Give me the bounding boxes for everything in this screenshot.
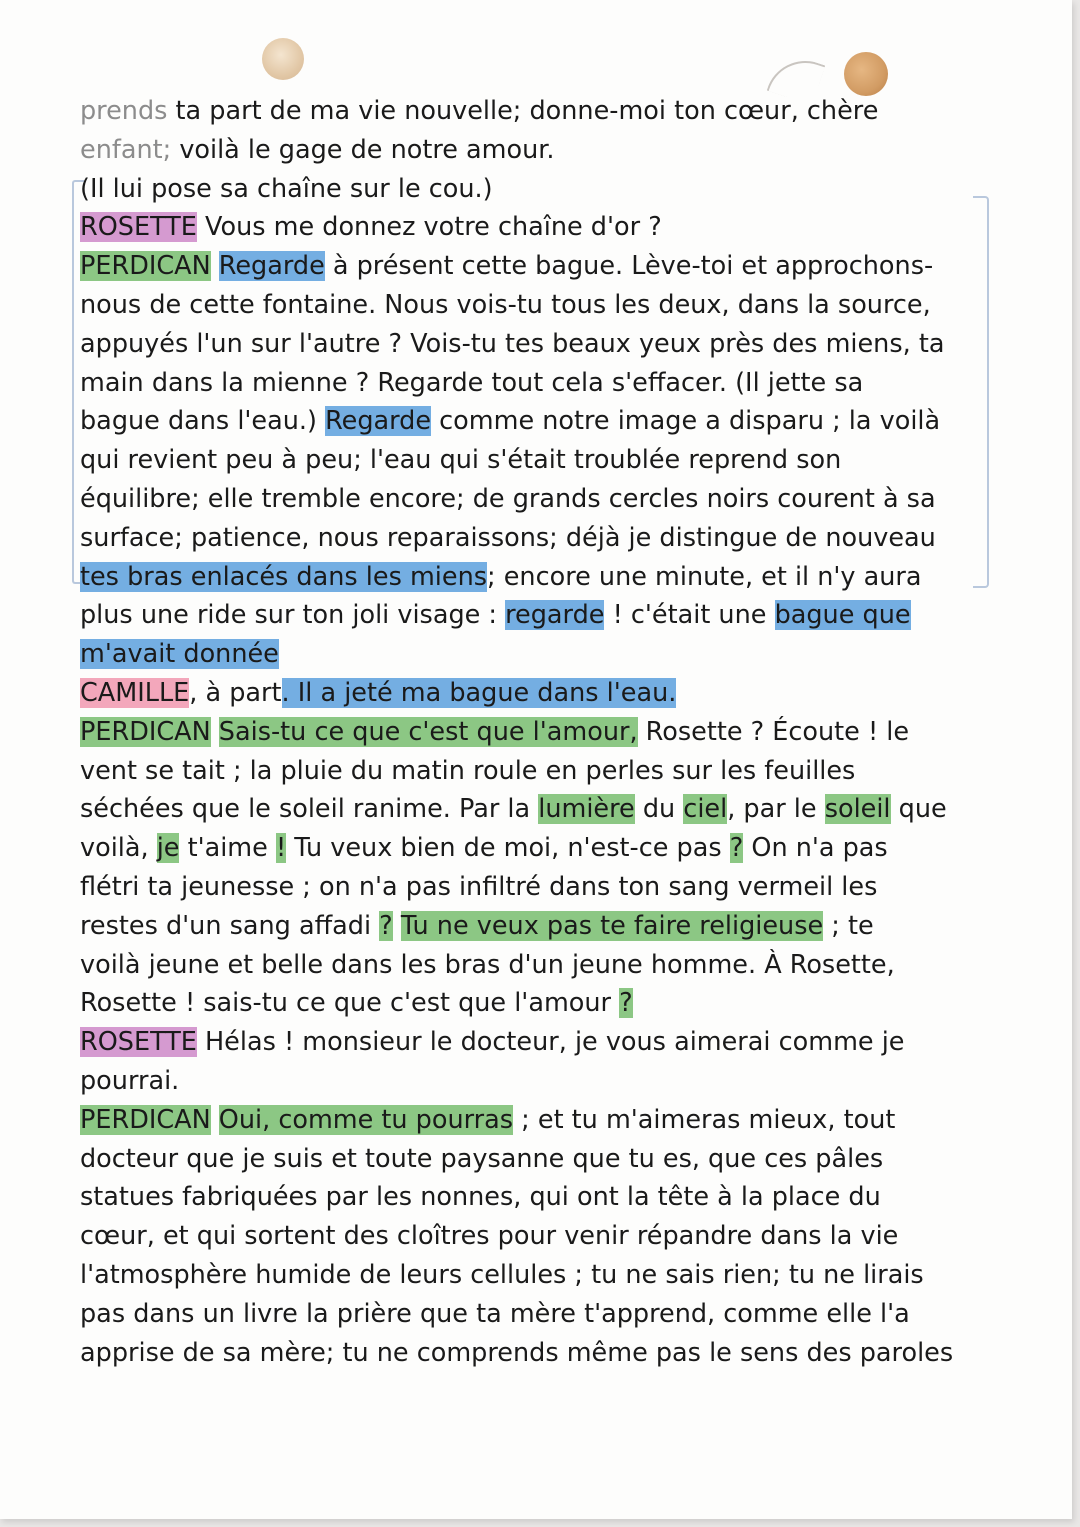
text-segment: cœur, et qui sortent des cloîtres pour venir répandre dans la vie (80, 1221, 899, 1252)
text-segment: Rosette ! sais-tu ce que c'est que l'amour (80, 988, 620, 1019)
text-segment: bague dans l'eau.) (80, 406, 326, 437)
speaker-label: PERDICAN (80, 716, 211, 747)
text-line (80, 558, 980, 597)
text-segment (393, 911, 401, 941)
text-segment: équilibre; elle tremble encore; de grands cercles noirs courent à sa (80, 483, 936, 514)
text-line (80, 131, 980, 170)
text-line (80, 946, 980, 985)
text-segment: , à part (189, 677, 282, 708)
highlighted-text: bague que (774, 600, 911, 631)
speaker-label: ROSETTE (80, 1027, 197, 1058)
text-line (80, 1334, 980, 1373)
highlighted-text: soleil (824, 794, 891, 825)
text-segment: l'atmosphère humide de leurs cellules ; tu ne sais rien; tu ne lirais (80, 1259, 924, 1290)
text-segment: ! c'était une (604, 600, 775, 631)
highlighted-text: ! (275, 833, 287, 864)
text-line (80, 713, 980, 752)
text-segment: statues fabriquées par les nonnes, qui ont la tête à la place du (80, 1182, 881, 1213)
text-segment: flétri ta jeunesse ; on n'a pas infiltré dans ton sang vermeil les (80, 871, 878, 902)
text-line (80, 1256, 980, 1295)
text-segment: Rosette ? Écoute ! le (637, 716, 910, 747)
text-segment: docteur que je suis et toute paysanne que tu es, que ces pâles (80, 1143, 884, 1174)
text-line (80, 868, 980, 907)
text-line (80, 519, 980, 558)
punched-hole (844, 52, 888, 96)
text-line (80, 170, 980, 209)
text-line (80, 907, 980, 946)
text-segment: pas dans un livre la prière que ta mère t'apprend, comme elle l'a (80, 1298, 910, 1329)
text-segment: comme notre image a disparu ; la voilà (431, 406, 941, 437)
play-excerpt-text (80, 92, 980, 1372)
text-segment: Hélas ! monsieur le docteur, je vous aimerai comme je (196, 1027, 905, 1058)
highlighted-text: Regarde (218, 251, 325, 282)
text-segment: prends (80, 96, 168, 126)
punched-hole (262, 38, 304, 80)
text-segment: ; encore une minute, et il n'y aura (487, 561, 922, 592)
text-segment: voilà jeune et belle dans les bras d'un jeune homme. À Rosette, (80, 949, 895, 980)
text-segment: appuyés l'un sur l'autre ? Vois-tu tes beaux yeux près des miens, ta (80, 328, 945, 359)
highlighted-text: ? (729, 833, 744, 864)
highlighted-text: lumière (538, 794, 635, 825)
text-segment: que (890, 794, 947, 825)
highlighted-text: ? (619, 988, 633, 1019)
text-segment: du (634, 794, 684, 825)
highlighted-text: ? (379, 910, 393, 941)
speaker-label: PERDICAN (80, 1104, 211, 1135)
highlighted-text: . Il a jeté ma bague dans l'eau. (281, 677, 677, 708)
highlighted-text: ciel (683, 794, 728, 825)
text-segment: restes d'un sang affadi (80, 910, 380, 941)
text-line (80, 441, 980, 480)
text-segment: nous de cette fontaine. Nous vois-tu tous les deux, dans la source, (80, 289, 931, 320)
text-line (80, 752, 980, 791)
text-segment: pourrai. (80, 1065, 180, 1096)
highlighted-text: Oui, comme tu pourras (218, 1104, 514, 1135)
text-line (80, 480, 980, 519)
speaker-label: CAMILLE (80, 677, 190, 708)
text-segment: On n'a pas (743, 833, 888, 864)
text-segment: voilà, (80, 833, 157, 864)
text-line (80, 635, 980, 674)
text-segment: ; te (823, 910, 874, 941)
text-segment: Tu veux bien de moi, n'est-ce pas (286, 833, 730, 864)
speaker-label: ROSETTE (80, 212, 197, 243)
text-segment: ; et tu m'aimeras mieux, tout (513, 1104, 896, 1135)
highlighted-text: Sais-tu ce que c'est que l'amour, (218, 716, 638, 747)
text-line (80, 790, 980, 829)
text-segment (211, 717, 219, 747)
text-line (80, 208, 980, 247)
text-line (80, 402, 980, 441)
text-line (80, 596, 980, 635)
highlighted-text: tes bras enlacés dans les miens (80, 561, 488, 592)
speaker-label: PERDICAN (80, 251, 211, 282)
text-line (80, 364, 980, 403)
text-segment (211, 1105, 219, 1135)
text-segment: apprise de sa mère; tu ne comprends même pas le sens des paroles (80, 1337, 954, 1368)
text-line (80, 829, 980, 868)
text-segment: surface; patience, nous reparaissons; déjà je distingue de nouveau (80, 522, 936, 553)
text-line (80, 1295, 980, 1334)
text-segment: plus une ride sur ton joli visage : (80, 600, 506, 631)
text-line (80, 1023, 980, 1062)
text-line (80, 1101, 980, 1140)
text-segment: qui revient peu à peu; l'eau qui s'était troublée reprend son (80, 445, 842, 476)
text-line (80, 325, 980, 364)
text-line (80, 1217, 980, 1256)
text-segment: vent se tait ; la pluie du matin roule en perles sur les feuilles (80, 755, 856, 786)
text-line (80, 247, 980, 286)
text-line (80, 1178, 980, 1217)
text-line (80, 1140, 980, 1179)
text-line (80, 92, 980, 131)
text-segment: voilà le gage de notre amour. (171, 134, 555, 165)
text-segment: séchées que le soleil ranime. Par la (80, 794, 539, 825)
text-segment: à présent cette bague. Lève-toi et approchons- (324, 251, 934, 282)
highlighted-text: je (156, 833, 180, 864)
text-segment: , par le (727, 794, 825, 825)
text-line (80, 984, 980, 1023)
highlighted-text: Tu ne veux pas te faire religieuse (400, 910, 824, 941)
text-segment: (Il lui pose sa chaîne sur le cou.) (80, 173, 493, 204)
highlighted-text: regarde (505, 600, 605, 631)
text-segment: enfant; (80, 134, 172, 165)
text-segment: Vous me donnez votre chaîne d'or ? (196, 212, 662, 243)
text-line (80, 286, 980, 325)
text-line (80, 674, 980, 713)
highlighted-text: Regarde (325, 406, 432, 437)
highlighted-text: m'avait donnée (80, 639, 279, 670)
text-segment: t'aime (179, 833, 276, 864)
text-segment: ta part de ma vie nouvelle; donne-moi ton cœur, chère (167, 96, 879, 126)
text-segment: main dans la mienne ? Regarde tout cela s'effacer. (Il jette sa (80, 367, 864, 398)
text-line (80, 1062, 980, 1101)
text-segment (211, 251, 219, 281)
